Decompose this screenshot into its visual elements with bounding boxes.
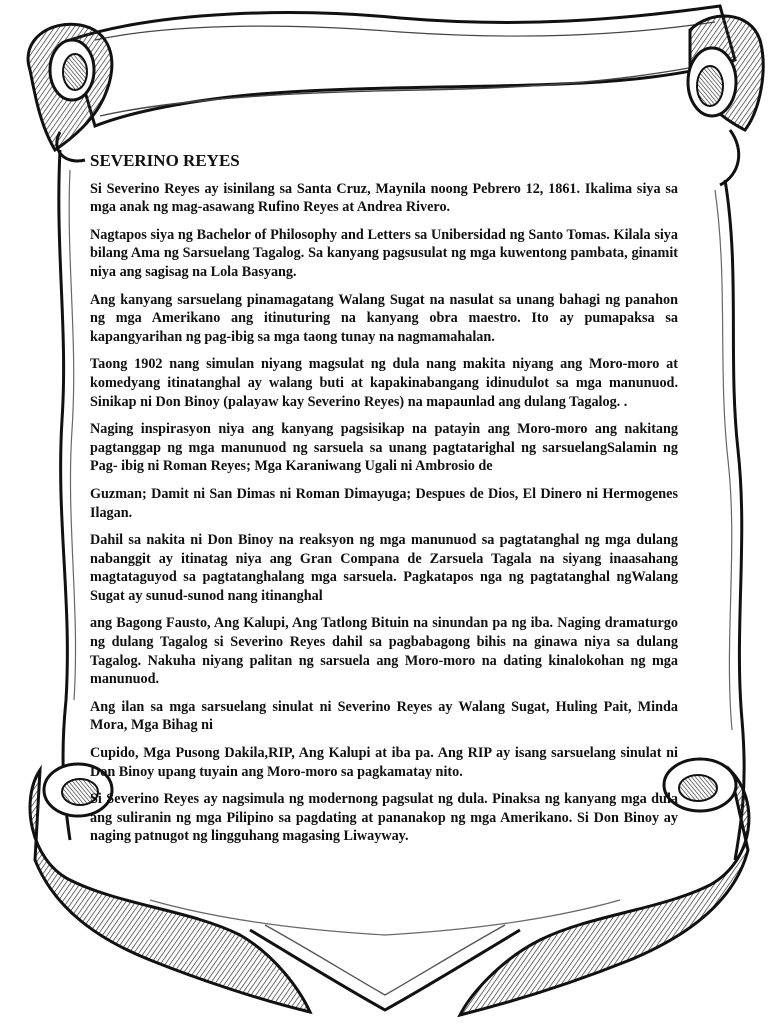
- paragraph: Si Severino Reyes ay isinilang sa Santa Cruz, Maynila noong Pebrero 12, 1861. Ikalima siya sa mga anak ng mag-asawang Rufino Reyes at Andrea Rivero.: [90, 180, 678, 216]
- paragraph: Si Severino Reyes ay nagsimula ng modernong pagsulat ng dula. Pinaksa ng kanyang mga dula ang suliranin ng mga Pilipino sa pagdating at pananakop ng mga Amerikano. Si Don Binoy ay naging patnugot ng lingguhang magasing Liwayway.: [90, 791, 678, 845]
- document-title: SEVERINO REYES: [90, 151, 240, 170]
- paragraph: Taong 1902 nang simulan niyang magsulat ng dula nang makita niyang ang Moro-moro at komedyang itinatanghal ay walang buti at kapakinabangang idinudulot sa mga manunuod. Sinikap ni Don Binoy (palayaw kay Severino Reyes) na mapaunlad ang dulang Tagalog. .: [90, 356, 678, 410]
- paragraph: Ang ilan sa mga sarsuelang sinulat ni Severino Reyes ay Walang Sugat, Huling Pait, Minda Mora, Mga Bihag ni: [90, 698, 678, 734]
- paragraph: Ang kanyang sarsuelang pinamagatang Walang Sugat na nasulat sa unang bahagi ng panahon ng mga Amerikano ang itinuturing na kanyang obra maestro. Ito ay pumapaksa sa kapangyarihan ng pag-ibig sa mga taong tunay na nagmamahalan.: [90, 291, 678, 345]
- left-edge: [59, 150, 76, 840]
- paragraph: Naging inspirasyon niya ang kanyang pagsisikap na patayin ang Moro-moro ang nakitang pagtanggap ng mga manunuod ng sarsuela sa unang pagtatarighal ng sarsuelangSalamin ng Pag- ibig ni Roman Reyes; Mga Karaniwang Ugali ni Ambrosio de: [90, 421, 678, 475]
- paragraph: Nagtapos siya ng Bachelor of Philosophy and Letters sa Unibersidad ng Santo Tomas. Kilala siya bilang Ama ng Sarsuelang Tagalog. Sa kanyang pagsusulat ng mga kuwentong pambata, ginamit niya ang sagisag na Lola Basyang.: [90, 226, 678, 280]
- paragraph: ang Bagong Fausto, Ang Kalupi, Ang Tatlong Bituin na sinundan pa ng iba. Naging dramaturgo ng dulang Tagalog si Severino Reyes dahil sa pagbabagong bihis na ginawa niya sa dulang Tagalog. Nakuha niyang palitan ng sarsuela ang Moro-moro na dating kinalokohan ng mga manunuod.: [90, 615, 678, 688]
- paragraph: Guzman; Damit ni San Dimas ni Roman Dimayuga; Despues de Dios, El Dinero ni Hermogenes Ilagan.: [90, 485, 678, 521]
- paragraph: Dahil sa nakita ni Don Binoy na reaksyon ng mga manunuod sa pagtatanghal ng mga dulang nabanggit ay itinatag niya ang Gran Compana de Zarsuela Tagala na siyang inaasahang magtataguyod sa pagtatanghalang mga sarsuela. Pagkatapos nga ng pagtatanghal ngWalang Sugat ay sunud-sunod nang itinanghal: [90, 532, 678, 604]
- paragraph: Cupido, Mga Pusong Dakila,RIP, Ang Kalupi at iba pa. Ang RIP ay isang sarsuelang sinulat ni Don Binoy upang tuyain ang Moro-moro sa pagkamatay nito.: [90, 745, 678, 780]
- right-edge: [715, 180, 744, 860]
- document-body: [90, 152, 678, 855]
